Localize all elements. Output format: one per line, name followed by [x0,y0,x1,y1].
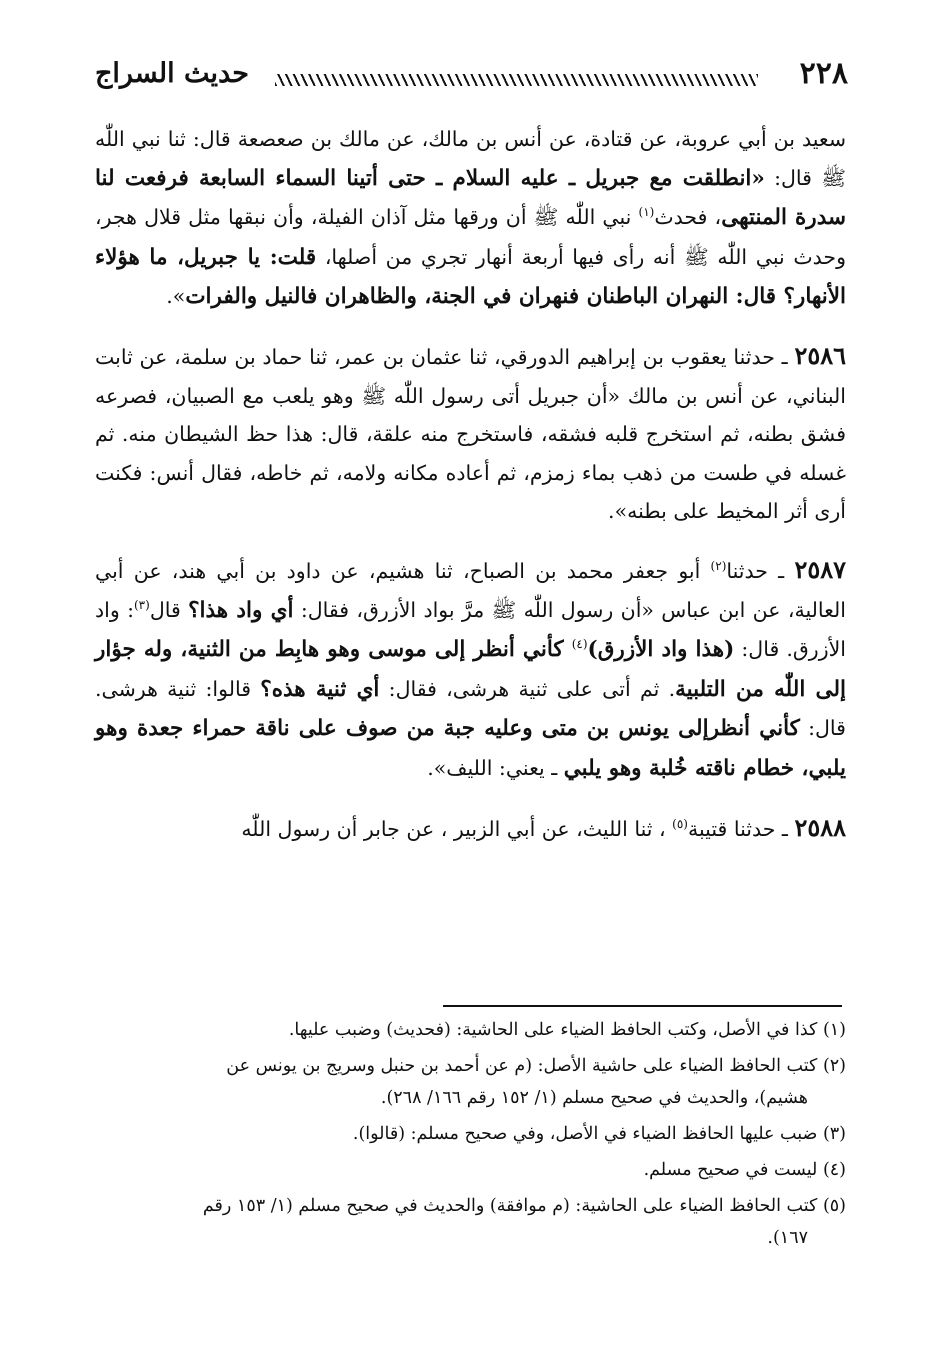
footnote-2: (٢) كتب الحافظ الضياء على حاشية الأصل: (م عن أحمد بن حنبل وسريج بن يونس عن هشيم)، والحديث في صحيح مسلم (١/ ١٥٢ رقم ١٦٦/ ٢٦٨). [226,1056,846,1108]
hadith-number: ٢٥٨٨ [794,812,846,842]
main-text [95,120,846,848]
page-header [95,50,848,100]
footnote-4: (٤) ليست في صحيح مسلم. [643,1160,846,1180]
footnote-ref: (٤) [571,637,588,652]
paragraph-continuation: سعيد بن أبي عروبة، عن قتادة، عن أنس بن مالك، عن مالك بن صعصعة قال: ثنا نبي اللّٰه ﷺ قال: «انطلقت مع جبريل ـ عليه السلام ـ حتى أتينا السماء السابعة فرفعت لنا سدرة المنتهى، فحدث$^{(١)}$ نبي اللّٰه ﷺ أن ورقها مثل آذان الفيلة، وأن نبقها مثل قلال هجر، وحدث نبي اللّٰه ﷺ أنه رأى فيها أربعة أنهار تجري من أصلها، قلت: يا جبريل، ما هؤلاء الأنهار؟ قال: النهران الباطنان فنهران في الجنة، والظاهران فالنيل والفرات». [95,127,846,310]
footnote-3: (٣) ضبب عليها الحافظ الضياء في الأصل، وفي صحيح مسلم: (قالوا). [352,1124,846,1144]
footnote-ref: (٢) [710,559,727,574]
page-number: ٢٢٨ [799,56,848,91]
footnote-ref: (١) [638,205,655,220]
header-rule [275,74,758,86]
footnote-1: (١) كذا في الأصل، وكتب الحافظ الضياء على الحاشية: (فحديث) وضبب عليها. [288,1020,846,1040]
hadith-2587: ٢٥٨٧ ـ حدثنا$^{(٢)}$ أبو جعفر محمد بن الصباح، ثنا هشيم، عن داود بن أبي هند، عن أبي العالية، عن ابن عباس «أن رسول اللّٰه ﷺ مرَّ بواد الأزرق، فقال: أي واد هذا؟ قال$^{(٣)}$: واد الأزرق. قال: (هذا واد الأزرق)$^{(٤)}$ كأني أنظر إلى موسى وهو هابِط من الثنية، وله جؤار إلى اللّٰه من التلبية. ثم أتى على ثنية هرشى، فقال: أي ثنية هذه؟ قالوا: ثنية هرشى. قال: كأني أنظرإلى يونس بن متى وعليه جبة من صوف على ناقة حمراء جعدة وهو يلبي، خطام ناقته خُلبة وهو يلبي ـ يعني: الليف». [95,554,846,781]
footnote-5: (٥) كتب الحافظ الضياء على الحاشية: (م موافقة) والحديث في صحيح مسلم (١/ ١٥٣ رقم ١٦٧). [202,1196,846,1248]
hadith-2588: ٢٥٨٨ ـ حدثنا قتيبة$^{(٥)}$ ، ثنا الليث، عن أبي الزبير ، عن جابر أن رسول اللّٰه [241,812,846,842]
footnote-separator [443,1005,842,1007]
footnote-ref: (٣) [133,597,150,612]
footnotes [95,1014,846,1258]
hadith-2586: ٢٥٨٦ ـ حدثنا يعقوب بن إبراهيم الدورقي، ثنا عثمان بن عمر، ثنا حماد بن سلمة، عن ثابت البناني، عن أنس بن مالك «أن جبريل أتى رسول اللّٰه ﷺ وهو يلعب مع الصبيان، فصرعه فشق بطنه، ثم استخرج قلبه فشقه، فاستخرج منه علقة، قال: هذا حظ الشيطان منه. ثم غسله في طست من ذهب بماء زمزم، ثم أعاده مكانه ولامه، ثم خاطه، فقال أنس: فكنت أرى أثر المخيط على بطنه». [95,340,846,524]
footnote-ref: (٥) [672,816,688,831]
hadith-number: ٢٥٨٦ [794,340,846,370]
hadith-number: ٢٥٨٧ [794,554,846,584]
running-title: حديث السراج [95,58,249,89]
